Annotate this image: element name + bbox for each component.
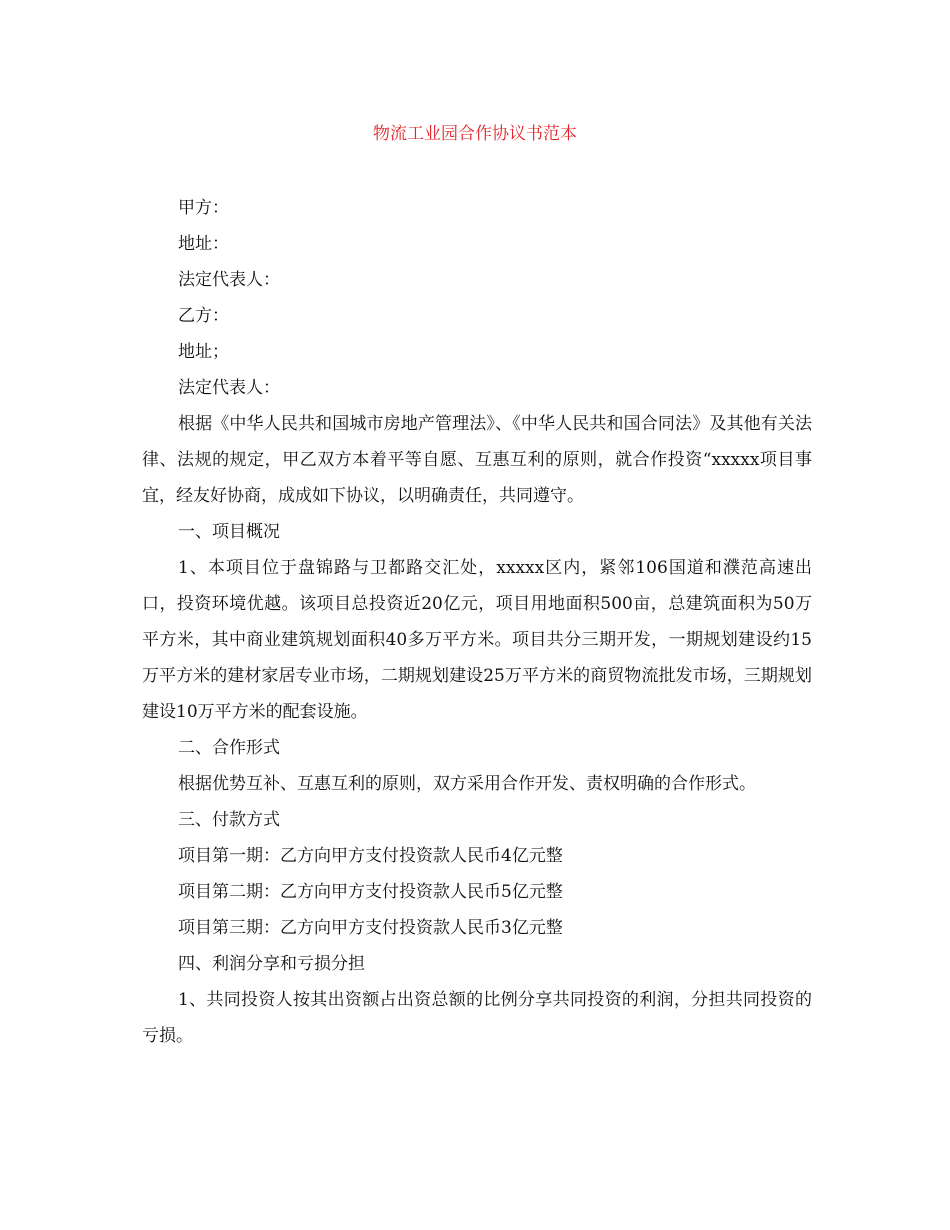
party-b-representative-label: 法定代表人： (178, 378, 280, 398)
party-b-label: 乙方： (178, 306, 229, 326)
party-a-representative-label: 法定代表人： (178, 270, 280, 290)
profit-loss-paragraph: 1、共同投资人按其出资额占出资总额的比例分享共同投资的利润，分担共同投资的亏损。 (142, 990, 812, 1046)
payment-phase-1: 项目第一期：乙方向甲方支付投资款人民币4亿元整 (178, 846, 563, 866)
document-body (142, 190, 812, 1054)
party-a-address-label: 地址： (178, 234, 229, 254)
party-b-address-label: 地址； (178, 342, 229, 362)
section-heading-project-overview: 一、项目概况 (178, 522, 280, 542)
payment-phase-2: 项目第二期：乙方向甲方支付投资款人民币5亿元整 (178, 882, 563, 902)
preamble-paragraph: 根据《中华人民共和国城市房地产管理法》、《中华人民共和国合同法》及其他有关法律、法规的规定，甲乙双方本着平等自愿、互惠互利的原则，就合作投资“xxxxx项目事宜，经友好协商，成成如下协议，以明确责任，共同遵守。 (142, 414, 812, 506)
party-a-label: 甲方： (178, 198, 229, 218)
payment-phase-3: 项目第三期：乙方向甲方支付投资款人民币3亿元整 (178, 918, 563, 938)
project-overview-paragraph: 1、本项目位于盘锦路与卫都路交汇处，xxxxx区内，紧邻106国道和濮范高速出口，投资环境优越。该项目总投资近20亿元，项目用地面积500亩，总建筑面积为50万平方米，其中商业建筑规划面积40多万平方米。项目共分三期开发，一期规划建设约15万平方米的建材家居专业市场，二期规划建设25万平方米的商贸物流批发市场，三期规划建设10万平方米的配套设施。 (142, 558, 812, 722)
cooperation-form-paragraph: 根据优势互补、互惠互利的原则，双方采用合作开发、责权明确的合作形式。 (178, 774, 756, 794)
document-title: 物流工业园合作协议书范本 (373, 124, 577, 144)
section-heading-payment-method: 三、付款方式 (178, 810, 280, 830)
section-heading-profit-loss: 四、利润分享和亏损分担 (178, 954, 365, 974)
section-heading-cooperation-form: 二、合作形式 (178, 738, 280, 758)
